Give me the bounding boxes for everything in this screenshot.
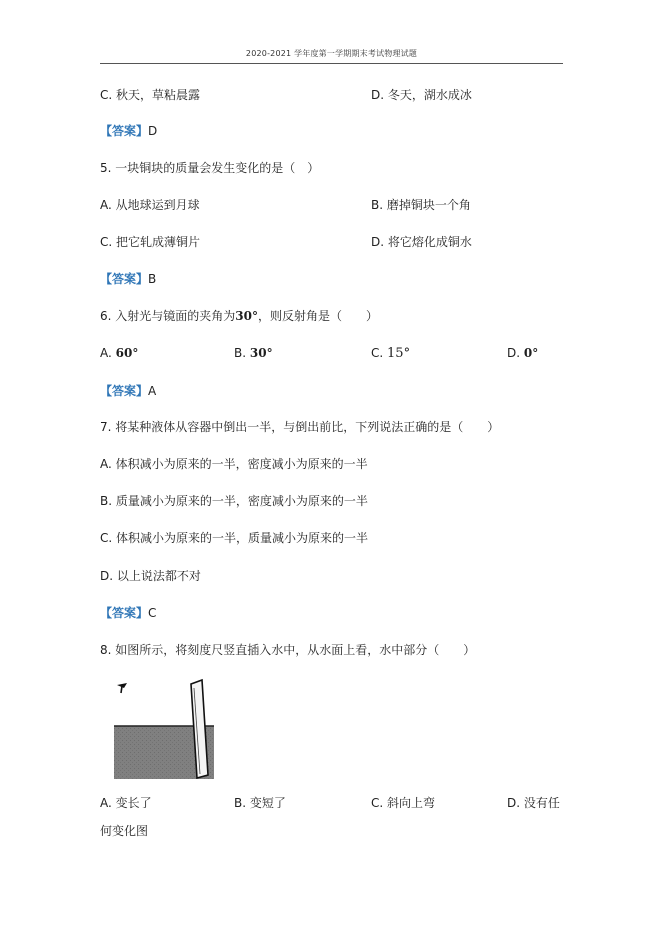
- q4-option-c: C. 秋天，草粘晨露: [100, 88, 201, 102]
- answer-label: 【答案】: [100, 124, 149, 138]
- q5-option-b: B. 磨掉铜块一个角: [371, 198, 471, 212]
- q7-option-d: D. 以上说法都不对: [100, 569, 201, 583]
- option-label: C.: [371, 346, 384, 360]
- q6-stem: [100, 309, 378, 323]
- q7-stem: 7. 将某种液体从容器中倒出一半，与倒出前比，下列说法正确的是（ ）: [100, 420, 500, 434]
- q6-option-b: [234, 346, 273, 360]
- q4-option-d: D. 冬天，湖水成冰: [371, 88, 472, 102]
- q6-stem-angle: 30°: [235, 309, 258, 323]
- q8-option-c: C. 斜向上弯: [371, 796, 436, 810]
- answer-label: 【答案】: [100, 606, 149, 620]
- q4-answer: [100, 124, 157, 138]
- q8-option-b: B. 变短了: [234, 796, 286, 810]
- option-value: 60°: [115, 346, 139, 360]
- answer-label: 【答案】: [100, 384, 149, 398]
- q6-stem-pre: 6. 入射光与镜面的夹角为: [100, 309, 236, 323]
- option-label: A.: [100, 346, 112, 360]
- q6-stem-post: ，则反射角是（ ）: [257, 309, 378, 323]
- answer-value: A: [148, 384, 157, 398]
- q7-option-c: C. 体积减小为原来的一半，质量减小为原来的一半: [100, 531, 369, 545]
- option-value: 30°: [249, 346, 273, 360]
- option-label: B.: [234, 346, 247, 360]
- answer-value: D: [148, 124, 158, 138]
- q8-option-d: D. 没有任: [507, 796, 560, 810]
- answer-value: B: [148, 272, 157, 286]
- q7-answer: [100, 606, 156, 620]
- q8-stem: 8. 如图所示，将刻度尺竖直插入水中，从水面上看，水中部分（ ）: [100, 643, 476, 657]
- q5-stem: 5. 一块铜块的质量会发生变化的是（ ）: [100, 161, 320, 175]
- answer-label: 【答案】: [100, 272, 149, 286]
- q5-option-d: D. 将它熔化成铜水: [371, 235, 472, 249]
- q6-option-a: [100, 346, 138, 360]
- option-value: 0°: [523, 346, 539, 360]
- ruler-in-water-figure: [114, 676, 214, 779]
- q6-answer: [100, 384, 156, 398]
- header-divider: [100, 63, 563, 64]
- q5-option-c: C. 把它轧成薄铜片: [100, 235, 201, 249]
- answer-value: C: [148, 606, 157, 620]
- q8-option-d-continued: 何变化图: [100, 824, 149, 838]
- eye-icon: [117, 683, 127, 693]
- q5-option-a: A. 从地球运到月球: [100, 198, 200, 212]
- page-header-title: 2020-2021 学年度第一学期期末考试物理试题: [245, 49, 418, 58]
- q8-option-a: A. 变长了: [100, 796, 152, 810]
- option-value: 15°: [387, 346, 411, 361]
- option-label: D.: [507, 346, 521, 360]
- q6-option-c: [371, 346, 410, 361]
- q7-option-a: A. 体积减小为原来的一半，密度减小为原来的一半: [100, 457, 368, 471]
- q7-option-b: B. 质量减小为原来的一半，密度减小为原来的一半: [100, 494, 368, 508]
- q6-option-d: [507, 346, 538, 360]
- q5-answer: [100, 272, 156, 286]
